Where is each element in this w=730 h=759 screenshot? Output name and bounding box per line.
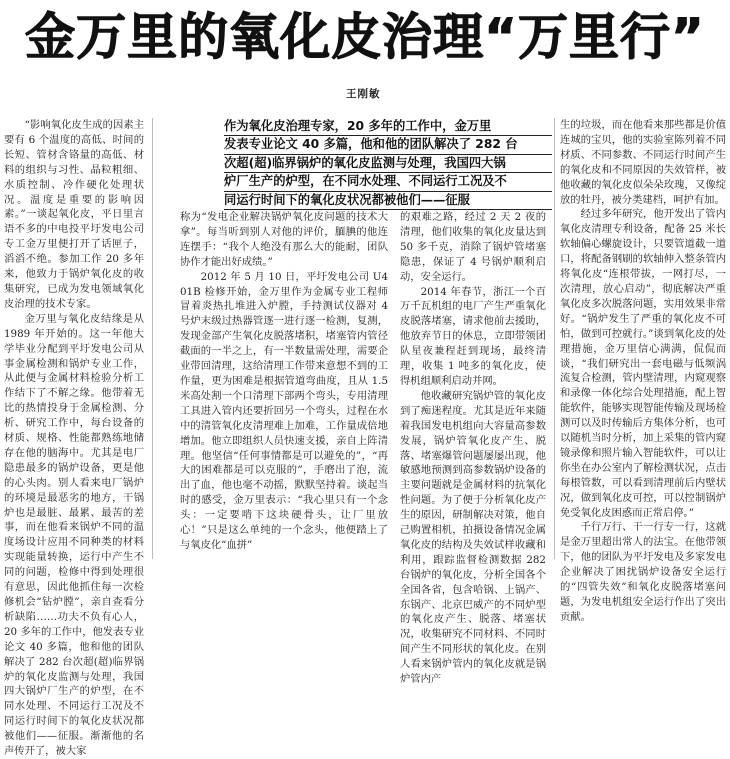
lead-line: 发表专业论文 40 多篇，他和他的团队解决了 282 台 (224, 136, 552, 154)
lead-line: 次超(超)临界锅炉的氧化皮监测与处理，我国四大锅 (224, 155, 552, 173)
body-paragraph: 2014 年春节，浙江一个百万千瓦机组的电厂产生严重氧化皮脱落堵塞，请求他前去援助，他放弃节日的休息，立即带领团队星夜兼程赶到现场，最终清理，收集 1 吨多的氧化皮，使得机组顺利启动并网。 (400, 285, 546, 387)
text-column-2 (180, 210, 388, 559)
body-paragraph: 金万里与氧化皮结缘是从 1989 年开始的。这一年他大学毕业分配到平圩发电公司从事金属检测和锅炉专业工作，从此便与金属材料检验分析工作结下了不解之缘。他带着无比的热情投身于金属检测、分析、研究工作中，每台设备的材质、规格、性能都熟练地储存在他的脑海中。尤其是电厂隐患最多的锅炉设备，更是他的心头肉。别人看来电厂锅炉的环境是最恶劣的地方，干锅炉也是最脏、最累、最苦的差事，而在他看来锅炉不同的温度场设计应用不同种类的材料实现能量转换，运行中产生不同的问题，检修中得到处理很有意思，因此他抓住每一次检修机会“钻炉膛”，亲自查看分析缺陷……功夫不负有心人，20 多年的工作中，他发表专业论文 40 多篇，他和他的团队解决了 282 台次超(超)临界锅炉的氧化皮监测与处理，我国四大锅炉厂生产的炉型，在不同水处理、不同运行工况及不同运行时间下的氧化皮状况都被他们——征服。渐渐他的名声传开了，被大家 (4, 312, 144, 758)
body-paragraph: 2012 年 5 月 10 日，平圩发电公司 U401B 检修开始，金万里作为金属专业工程师冒着炎热扎堆进入炉膛，手持测试仪器对 4 号炉末级过热器管逐一进行逐一检测，复测，发现金部产生氧化皮脱落堵积，堵塞管内管径截面的一半之上，有一半数量需处理，需要企业带回清理，这给清理工作带来意想不到的工作量，更为困难是根据管道弯曲度，且从 1.5 米高处割一个口清理下部两个弯头，专用清理工具进入管内还要折回另一个弯头，过程在水中的清管氧化皮清理难上加难，工作量成倍地增加。他立即组织人员快速支援，亲自上阵清理。他坚信“任何事情都是可以避免的”，“再大的困难都是可以克服的”，手磨出了泡，流出了血，他也毫不动摇，默默坚持着。谈起当时的感受，金万里表示：“我心里只有一个念头：一定要啃下这块硬骨头，让厂里放心！”只是这么单纯的一个念头，他便踏上了与氧皮化“血拼” (180, 270, 388, 551)
body-paragraph: 称为“发电企业解决锅炉氧化皮问题的技术大拿”。每当听到别人对他的评价，腼腆的他连连摆手：“我个人绝没有那么大的能耐，团队协作才能出好成绩。” (180, 211, 388, 268)
body-paragraph: 他收藏研究锅炉管的氧化皮到了痴迷程度。尤其是近年来随着我国发电机组向大容量高参数发展，锅炉管氧化皮产生、脱落、堵塞爆管问题屡屡出现，他敏感地预测到高参数锅炉设备的主要问题就是金属材料的抗氧化性问题。为了便于分析氧化皮产生的原因，研制解决对策，他自己购置相机，拍摄设备情况金属氧化皮的结构及失效试样收藏和利用，跟踪监督检测数据 282 台锅炉的氧化皮，分析全国各个全国各省，包含哈锅、上锅产、东锅产、北京巴威产的不同炉型的氧化皮产生、脱落、堵塞状况，收集研究不同材料、不同时间产生不同形状的氧化皮。在别人看来锅炉管内的氧化皮就是锅炉管内产 (400, 389, 546, 686)
body-paragraph: 生的垃圾，而在他看来那些都是价值连城的宝贝，他的实验室陈列着不同材质、不同参数、不同运行时间产生的氧化皮和不同原因的失效管样，被他收藏的氧化皮似朵朵玫瑰，又像绽放的牡丹，被分类建档，呵护有加。 (560, 119, 726, 206)
column-rule (554, 118, 555, 559)
byline: 王刚敏 (346, 88, 381, 100)
column-rule (152, 118, 153, 559)
lead-line: 同运行时间下的氧化皮状况都被他们——征服 (224, 192, 552, 210)
headline: 金万里的氧化皮治理“万里行” (25, 8, 705, 66)
body-paragraph: “影响氧化皮生成的因素主要有 6 个温度的高低、时间的长短、管材含铬量的高低、材料的组织与习性、晶粒粗细、水质控制、冷作硬化处理状况。温度是重要的影响因素。”一谈起氧化皮，平日里言语不多的中电投平圩发电公司专工金万里便打开了话匣子，滔滔不绝。参加工作 20 多年来，他致力于锅炉氧化皮的收集研究，已成为发电领域氧化皮治理的技术专家。 (4, 119, 144, 310)
lead-line: 炉厂生产的炉型，在不同水处理、不同运行工况及不 (224, 173, 552, 191)
lead-line: 作为氧化皮治理专家，20 多年的工作中，金万里 (224, 118, 552, 136)
text-column-4 (560, 118, 726, 623)
text-column-1 (4, 118, 144, 758)
lead-paragraph (224, 118, 552, 210)
body-paragraph: 的艰难之路，经过 2 天 2 夜的清理，他们收集的氧化皮量达到 50 多千克，消除了锅炉管堵塞隐患，保证了 4 号锅炉顺利启动，安全运行。 (400, 211, 546, 283)
text-column-3 (400, 210, 546, 686)
body-paragraph: 千行万行、干一行专一行，这就是金万里超出常人的法宝。在他带领下，他的团队为平圩发电及多家发电企业解决了困扰锅炉设备安全运行的“四管失效”和氧化皮脱落堵塞问题，为发电机组安全运行作出了突出贡献。 (560, 521, 726, 623)
body-paragraph: 经过多年研究，他开发出了管内氧化皮清理专利设备，配备 25 米长软轴偏心螺旋设计，只要管道截一道口，将配备钢刷的软轴伸入整条管内将氧化皮“连根带拔，一网打尽，一次清理，放心启动”，彻底解决严重氧化皮多次脱落问题，实用效果非常好。“锅炉发生了严重的氧化皮不可怕，做到可控就行。”谈到氧化皮的处理措施，金万里信心满满，侃侃而谈，“我们研究出一套电磁与低频涡流复合检测，管内壁清理，内窥观察和录像一体化综合处理措施，配上智能软件，能够实现智能传输及现场检测可以及时传输后方集体分析，也可以随机当时分析，加上采集的管内窥镜录像和照片输入智能软件，可以让你坐在办公室内了解检测状况，点击每根管数，可以看到清理前后内壁状况，做到氧化皮可控，可以控制锅炉免受氧化皮困惑而正常启停。” (560, 208, 726, 519)
